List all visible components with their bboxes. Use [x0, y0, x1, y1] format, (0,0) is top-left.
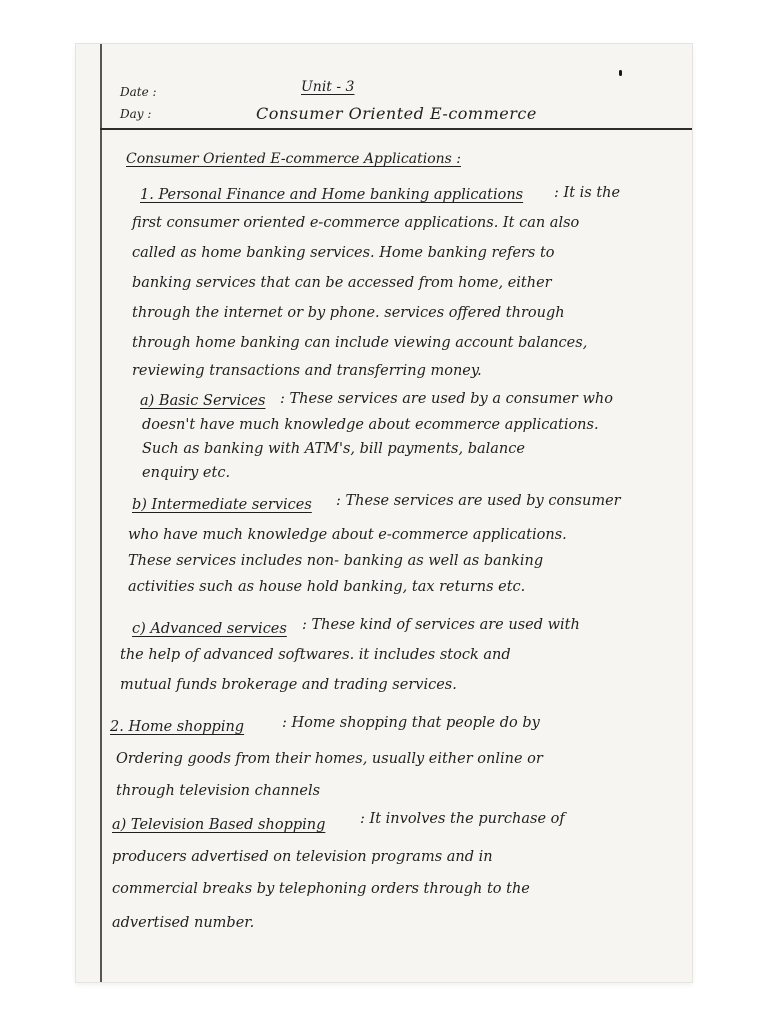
advanced-services-line: mutual funds brokerage and trading services.: [120, 677, 457, 693]
advanced-services-line: : These kind of services are used with: [302, 617, 580, 633]
basic-services-title: a) Basic Services: [140, 393, 266, 409]
tv-shopping-title: a) Television Based shopping: [112, 817, 326, 833]
item1-line: banking services that can be accessed from home, either: [132, 275, 552, 291]
basic-services-line: enquiry etc.: [142, 465, 231, 481]
item2-line: through television channels: [116, 783, 321, 799]
item1-line: first consumer oriented e-commerce applications. It can also: [132, 215, 580, 231]
item1-line: called as home banking services. Home banking refers to: [132, 245, 555, 261]
header-rule: [100, 128, 692, 130]
intermediate-services-line: : These services are used by consumer: [336, 493, 621, 509]
page-title: Consumer Oriented E-commerce: [256, 104, 537, 123]
intermediate-services-line: who have much knowledge about e-commerce applications.: [128, 527, 567, 543]
section-heading: Consumer Oriented E-commerce Applications :: [126, 151, 461, 167]
item1-title: 1. Personal Finance and Home banking applications: [140, 187, 524, 203]
item2-line: Ordering goods from their homes, usually either online or: [116, 751, 543, 767]
tv-shopping-line: producers advertised on television programs and in: [112, 849, 493, 865]
basic-services-line: doesn't have much knowledge about ecommerce applications.: [142, 417, 599, 433]
item2-title: 2. Home shopping: [110, 719, 245, 735]
item1-line: : It is the: [554, 185, 621, 201]
advanced-services-title: c) Advanced services: [132, 621, 287, 637]
ink-mark: [619, 70, 622, 76]
intermediate-services-title: b) Intermediate services: [132, 497, 312, 513]
date-label: Date :: [120, 85, 157, 99]
item1-line: reviewing transactions and transferring money.: [132, 363, 482, 379]
item1-line: through the internet or by phone. services offered through: [132, 305, 565, 321]
intermediate-services-line: These services includes non- banking as well as banking: [128, 553, 544, 569]
margin-line: [100, 44, 102, 982]
item1-line: through home banking can include viewing account balances,: [132, 335, 588, 351]
notebook-page: [76, 44, 692, 982]
day-label: Day :: [120, 107, 152, 121]
basic-services-line: Such as banking with ATM's, bill payments, balance: [142, 441, 525, 457]
intermediate-services-line: activities such as house hold banking, tax returns etc.: [128, 579, 526, 595]
tv-shopping-line: advertised number.: [112, 915, 255, 931]
tv-shopping-line: commercial breaks by telephoning orders through to the: [112, 881, 530, 897]
tv-shopping-line: : It involves the purchase of: [360, 811, 565, 827]
basic-services-line: : These services are used by a consumer who: [280, 391, 613, 407]
advanced-services-line: the help of advanced softwares. it includes stock and: [120, 647, 511, 663]
item2-line: : Home shopping that people do by: [282, 715, 540, 731]
unit-label: Unit - 3: [301, 79, 355, 95]
